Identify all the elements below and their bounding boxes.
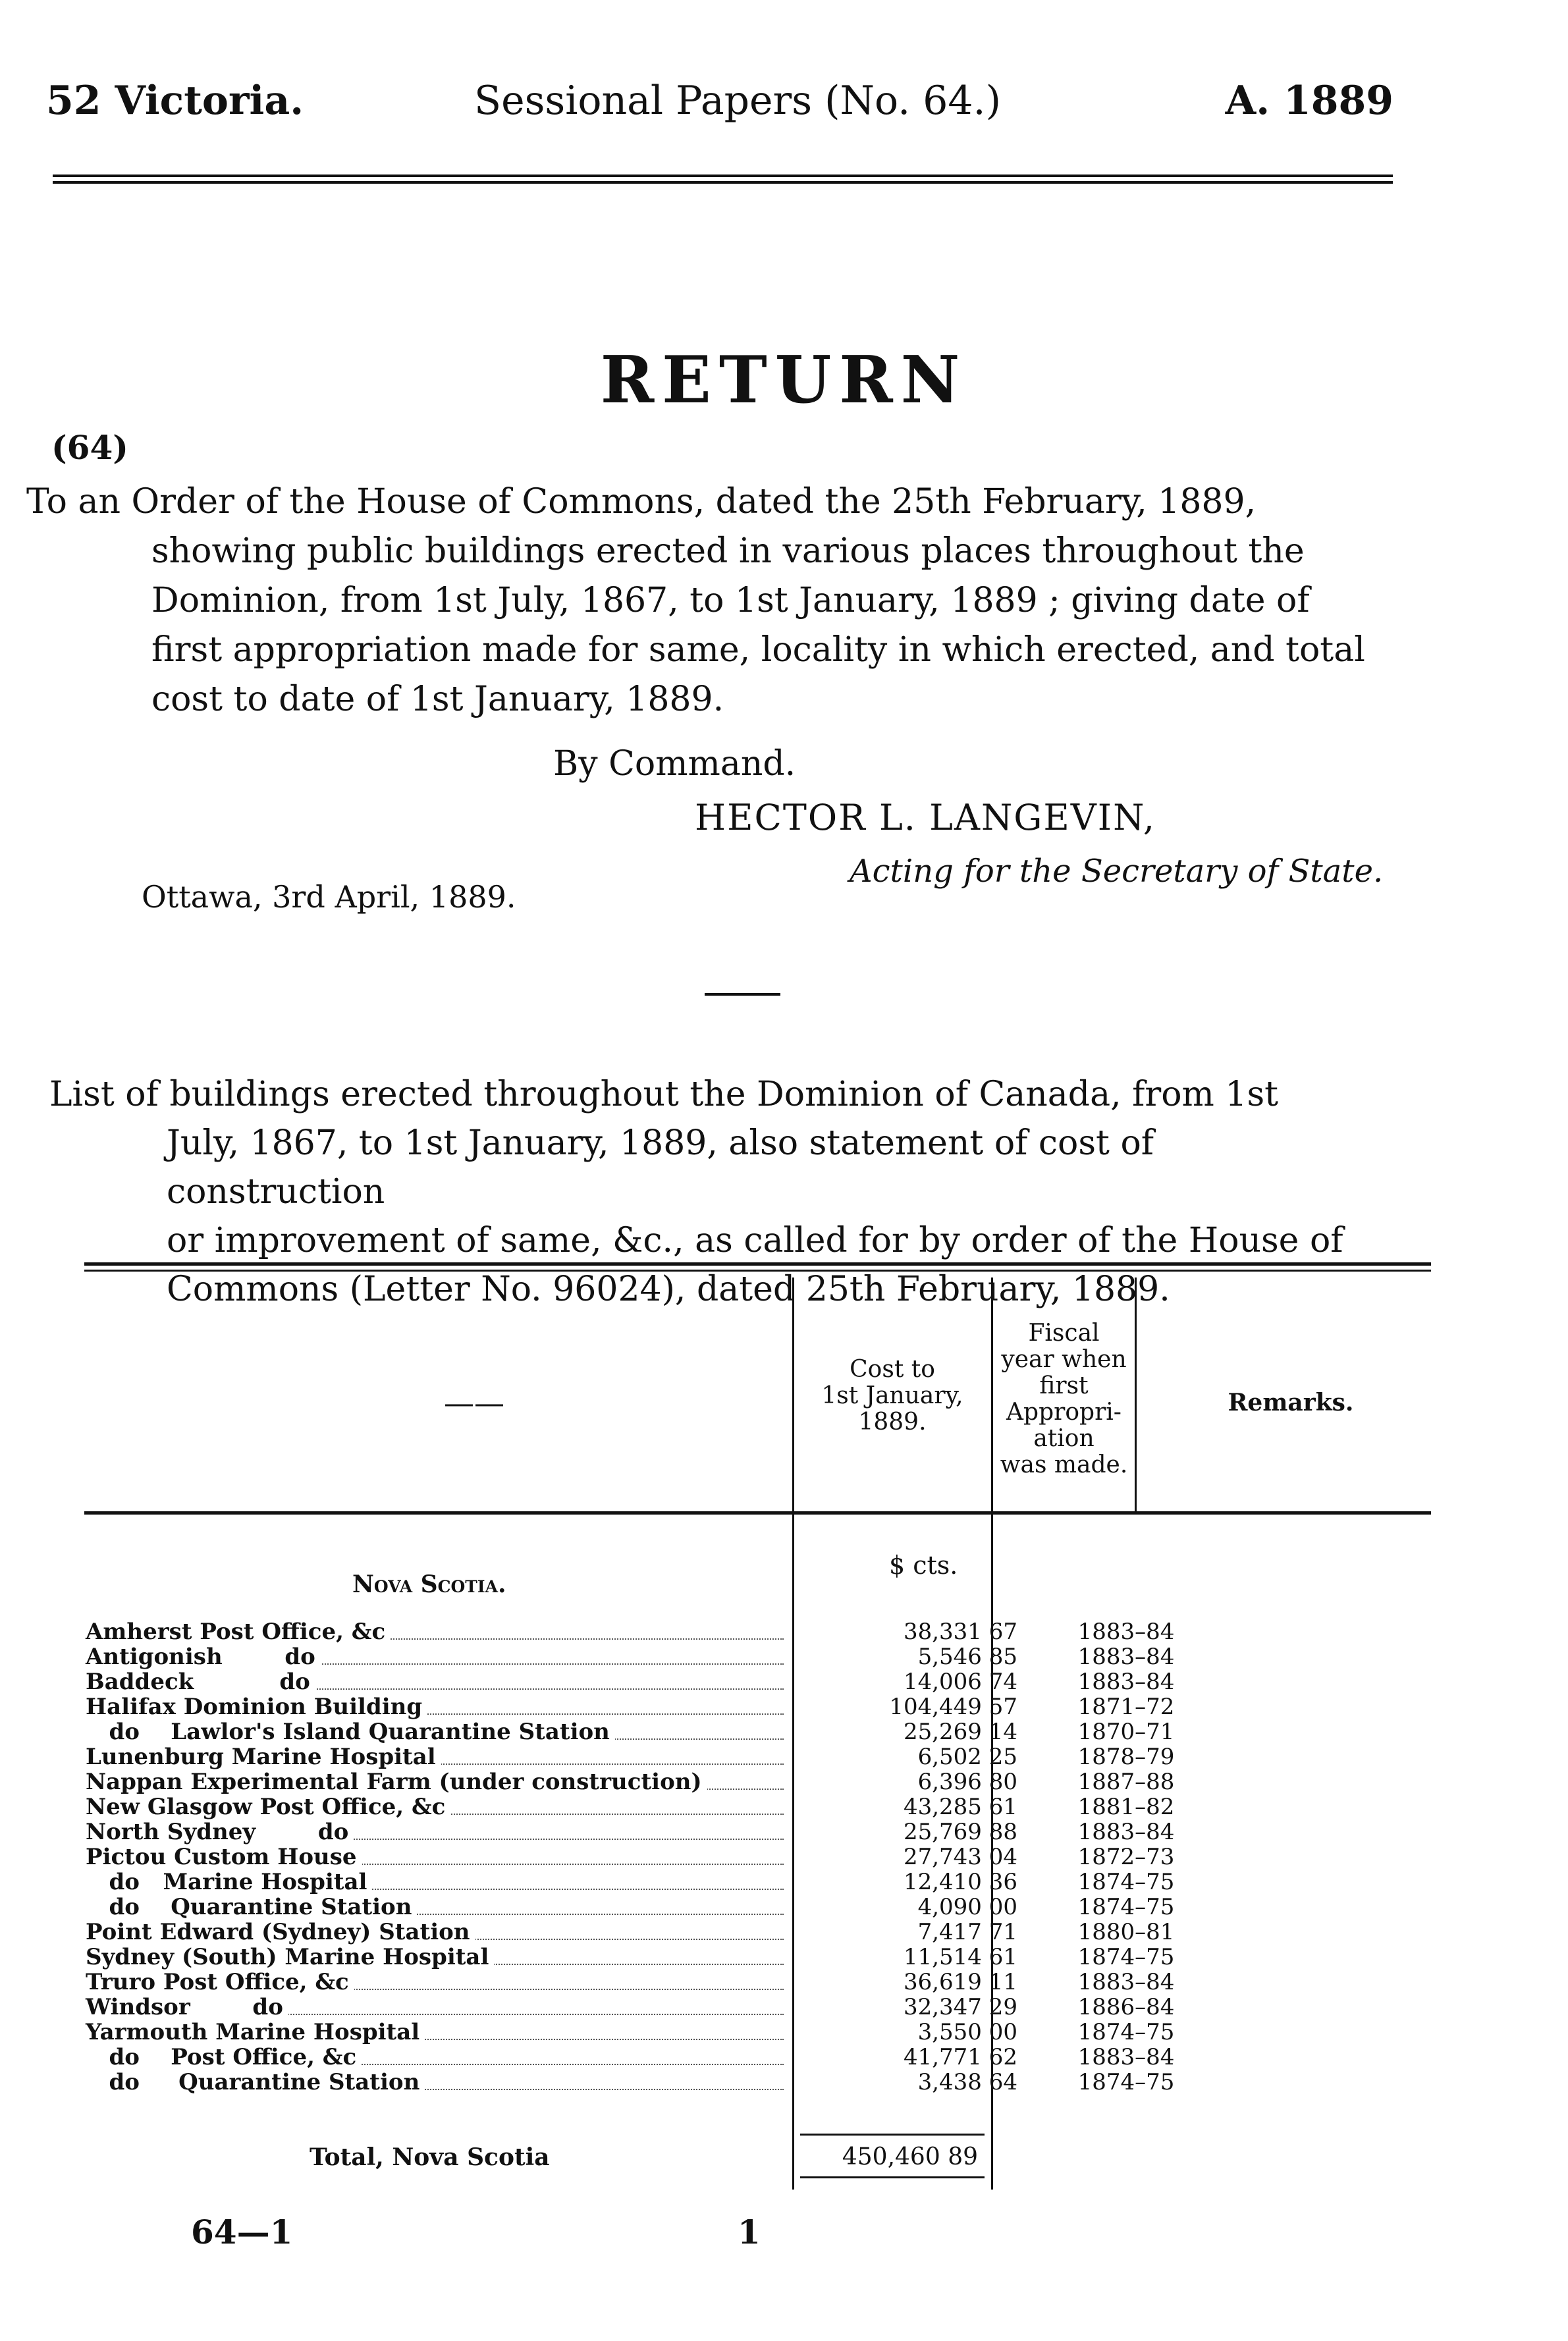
row-cost: 7,417 71 [917,1919,1017,1945]
col-head-cost-line: Cost to [850,1356,935,1383]
table-row [86,1645,1205,1669]
footer-page-number: 1 [738,2213,761,2251]
row-year: 1883–84 [1077,1644,1175,1670]
row-name: Baddeck do [86,1670,315,1694]
table-row [86,1845,1205,1869]
row-year: 1874–75 [1077,1944,1175,1970]
row-name: Windsor do [86,1995,288,2019]
row-cost: 3,550 00 [917,2019,1017,2045]
document-title: RETURN [600,342,968,418]
row-year: 1874–75 [1077,2069,1175,2095]
col-head-year-line: Fiscal [1028,1320,1100,1347]
col-head-year-line: year when [1001,1346,1127,1373]
row-year: 1883–84 [1077,1619,1175,1645]
list-intro-line: July, 1867, to 1st January, 1889, also statement of cost of construction [167,1123,1154,1212]
row-year: 1883–84 [1077,2044,1175,2070]
col-divider-remarks [1135,1278,1137,1511]
row-year: 1874–75 [1077,2019,1175,2045]
row-cost: 104,449 57 [889,1694,1017,1720]
table-row [86,1695,1205,1719]
total-label: Total, Nova Scotia [310,2143,550,2171]
row-name: North Sydney do [86,1820,354,1844]
col-head-remarks: Remarks. [1228,1389,1354,1416]
row-year: 1872–73 [1077,1844,1175,1870]
col-head-year-line: was made. [1000,1451,1128,1478]
table-row [86,1720,1205,1744]
order-line: To an Order of the House of Commons, dated the 25th February, 1889, [26,482,1257,522]
table-row [86,2070,1205,2094]
row-cost: 25,769 88 [903,1819,1017,1845]
row-name: Nappan Experimental Farm (under construction) [86,1770,707,1794]
row-year: 1880–81 [1077,1919,1175,1945]
signer-name: HECTOR L. LANGEVIN, [695,797,1156,838]
signer-title: Acting for the Secretary of State. [850,853,1384,890]
list-intro-line: Commons (Letter No. 96024), dated 25th February, 1889. [167,1270,1170,1309]
row-cost: 41,771 62 [903,2044,1017,2070]
row-year: 1887–88 [1077,1769,1175,1795]
row-year: 1883–84 [1077,1819,1175,1845]
row-name: Yarmouth Marine Hospital [86,2020,425,2044]
section-title: Nova Scotia. [352,1571,506,1598]
row-year: 1886–84 [1077,1994,1175,2020]
col-head-year-line: ation [1033,1425,1095,1452]
row-cost: 43,285 61 [903,1794,1017,1820]
row-name: Amherst Post Office, &c [86,1620,391,1644]
row-cost: 12,410 36 [903,1869,1017,1895]
row-year: 1878–79 [1077,1744,1175,1770]
table-row [86,1670,1205,1694]
row-cost: 6,396 80 [917,1769,1017,1795]
col-head-cost-line: 1st January, [821,1382,963,1409]
row-name: Antigonish do [86,1645,321,1669]
dateline: Ottawa, 3rd April, 1889. [142,879,516,915]
row-name: do Post Office, &c [86,2045,362,2069]
list-intro-line: or improvement of same, &c., as called for by order of the House of [167,1221,1343,1260]
col-head-year-line: first [1039,1372,1089,1399]
row-cost: 27,743 04 [903,1844,1017,1870]
table-row [86,1770,1205,1794]
header-bottom-rule [84,1511,1431,1515]
table-row [86,1620,1205,1644]
order-line: Dominion, from 1st July, 1867, to 1st January, 1889 ; giving date of [151,581,1310,620]
row-cost: 38,331 67 [903,1619,1017,1645]
row-name: New Glasgow Post Office, &c [86,1795,450,1819]
row-cost: 14,006 74 [903,1669,1017,1695]
row-name: do Lawlor's Island Quarantine Station [86,1720,615,1744]
table-top-rule-2 [84,1270,1431,1272]
units-label: $ cts. [889,1551,958,1580]
row-year: 1874–75 [1077,1869,1175,1895]
total-rule-bottom [800,2176,985,2178]
table-row [86,2045,1205,2069]
col-head-fiscal-year [993,1320,1135,1478]
total-value: 450,460 89 [842,2143,978,2170]
order-line: cost to date of 1st January, 1889. [151,680,724,719]
row-name: do Quarantine Station [86,1895,417,1919]
col-head-cost [797,1357,988,1436]
header-volume: 52 Victoria. [46,78,304,124]
order-line: showing public buildings erected in various places throughout the [151,531,1305,571]
row-cost: 6,502 25 [917,1744,1017,1770]
list-intro-line: List of buildings erected throughout the Dominion of Canada, from 1st [49,1075,1279,1114]
row-name: Pictou Custom House [86,1845,362,1869]
row-year: 1870–71 [1077,1719,1175,1745]
table-row [86,1795,1205,1819]
row-cost: 32,347 29 [903,1994,1017,2020]
table-row [86,1895,1205,1919]
paper-number: (64) [51,428,128,467]
table-row [86,1920,1205,1944]
total-rule-top [800,2134,985,2136]
row-name: do Marine Hospital [86,1870,372,1894]
table-row [86,1745,1205,1769]
table-row [86,1970,1205,1994]
row-cost: 5,546 85 [917,1644,1017,1670]
col-head-cost-line: 1889. [858,1409,927,1436]
table-row [86,1870,1205,1894]
row-name: Halifax Dominion Building [86,1695,427,1719]
header-sessional-papers: Sessional Papers (No. 64.) [474,78,1002,124]
row-year: 1881–82 [1077,1794,1175,1820]
row-name: Lunenburg Marine Hospital [86,1745,441,1769]
row-year: 1874–75 [1077,1894,1175,1920]
table-row [86,1820,1205,1844]
row-name: Truro Post Office, &c [86,1970,354,1994]
row-cost: 25,269 14 [903,1719,1017,1745]
row-year: 1871–72 [1077,1694,1175,1720]
row-name: Point Edward (Sydney) Station [86,1920,475,1944]
row-cost: 11,514 61 [903,1944,1017,1970]
table-row [86,1945,1205,1969]
row-cost: 3,438 64 [917,2069,1017,2095]
col-head-items: —— [444,1385,504,1420]
col-head-year-line: Appropri- [1006,1399,1122,1426]
header-year: A. 1889 [1225,78,1393,124]
row-name: do Quarantine Station [86,2070,425,2094]
row-name: Sydney (South) Marine Hospital [86,1945,494,1969]
table-row [86,2020,1205,2044]
row-year: 1883–84 [1077,1669,1175,1695]
row-year: 1883–84 [1077,1969,1175,1995]
row-cost: 36,619 11 [903,1969,1017,1995]
footer-sheet-number: 64—1 [191,2213,293,2251]
row-cost: 4,090 00 [917,1894,1017,1920]
table-row [86,1995,1205,2019]
table-top-rule [84,1262,1431,1266]
order-line: first appropriation made for same, locality in which erected, and total [151,630,1365,670]
by-command: By Command. [553,744,796,784]
